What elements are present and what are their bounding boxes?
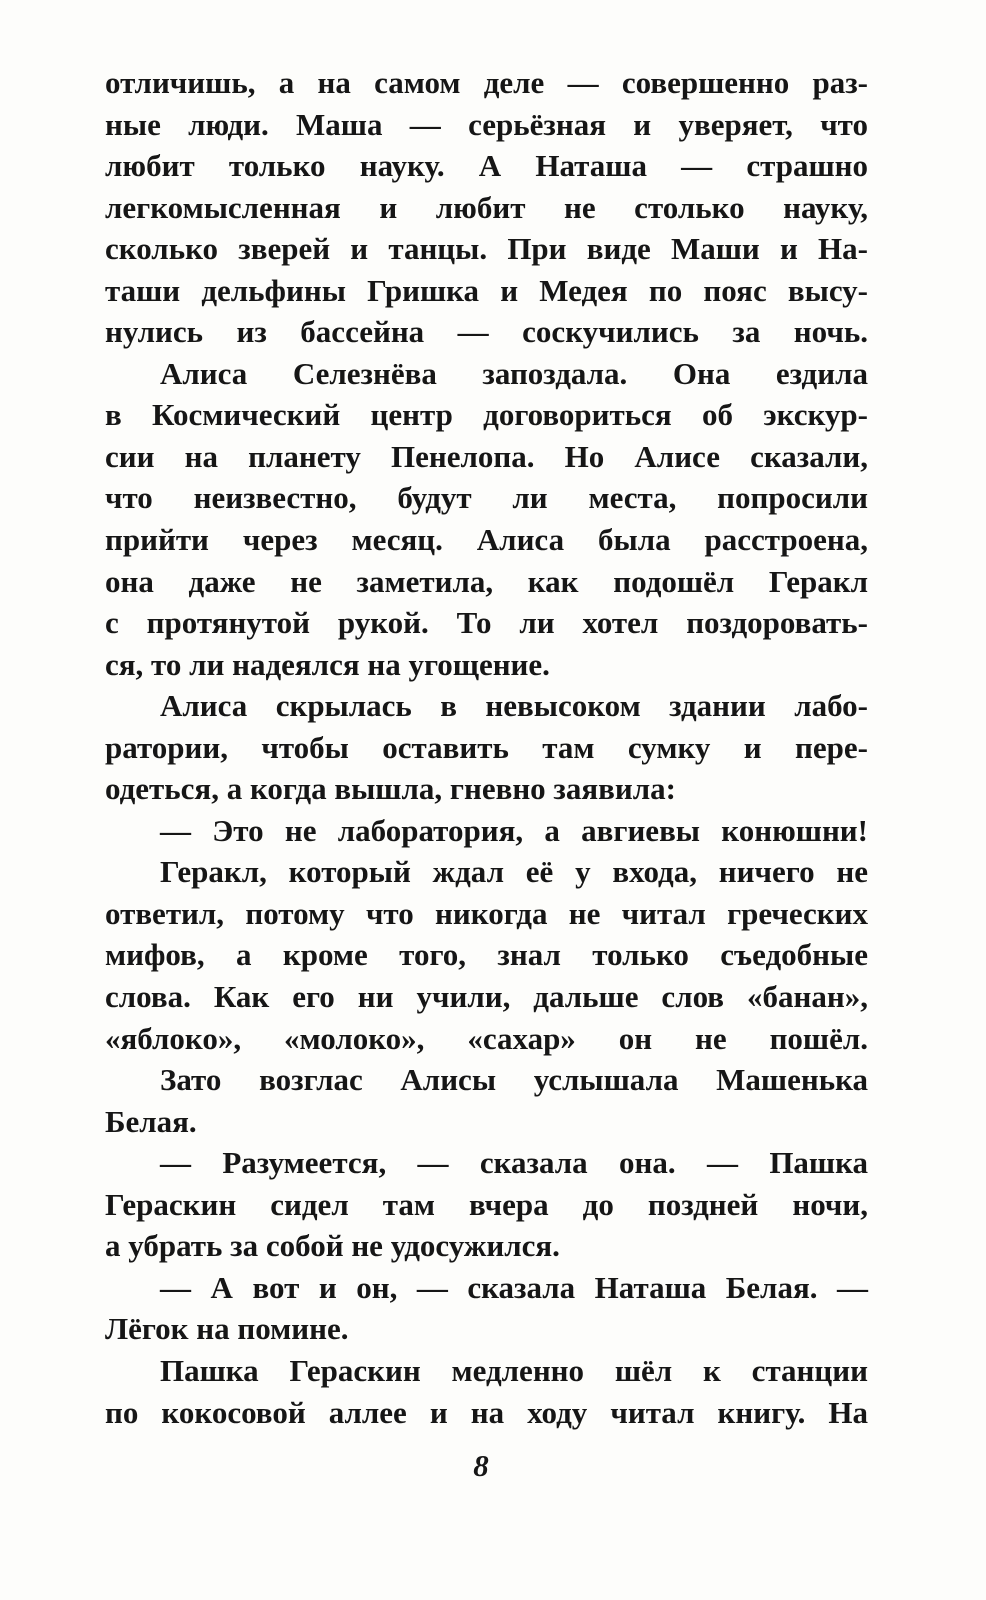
page-number: 8 [473, 1448, 489, 1483]
text-line: «яблоко», «молоко», «сахар» он не пошёл. [105, 1020, 868, 1056]
text-line: Алиса Селезнёва запоздала. Она ездила [160, 355, 868, 391]
text-line: — Это не лаборатория, а авгиевы конюшни! [160, 812, 868, 848]
text-line: сколько зверей и танцы. При виде Маши и На- [105, 231, 868, 267]
text-line: Зато возглас Алисы услышала Машенька [160, 1062, 868, 1098]
text-line: — Разумеется, — сказала она. — Пашка [160, 1145, 868, 1181]
text-line: прийти через месяц. Алиса была расстроена, [105, 522, 868, 558]
text-line: сии на планету Пенелопа. Но Алисе сказали, [105, 438, 868, 474]
text-line: нулись из бассейна — соскучились за ночь. [105, 314, 868, 350]
text-line: Геракл, который ждал её у входа, ничего не [160, 854, 868, 890]
text-line: ные люди. Маша — серьёзная и уверяет, что [105, 106, 868, 142]
text-line: что неизвестно, будут ли места, попросили [105, 480, 868, 516]
text-line: мифов, а кроме того, знал только съедобные [105, 937, 868, 973]
text-line: Алиса скрылась в невысоком здании лабо- [160, 688, 868, 724]
text-line: ратории, чтобы оставить там сумку и пере- [105, 729, 868, 765]
text-line: Гераскин сидел там вчера до поздней ночи, [105, 1186, 868, 1222]
text-line: таши дельфины Гришка и Медея по пояс высу- [105, 272, 868, 308]
text-line: одеться, а когда вышла, гневно заявила: [105, 771, 676, 807]
text-line: ся, то ли надеялся на угощение. [105, 646, 550, 682]
text-line: — А вот и он, — сказала Наташа Белая. — [160, 1269, 868, 1305]
text-line: с протянутой рукой. То ли хотел поздоровать- [105, 605, 868, 641]
text-line: Пашка Гераскин медленно шёл к станции [160, 1352, 868, 1388]
text-line: в Космический центр договориться об экскур- [105, 397, 868, 433]
text-line: она даже не заметила, как подошёл Геракл [105, 563, 868, 599]
text-line: а убрать за собой не удосужился. [105, 1228, 560, 1264]
text-line: Лёгок на помине. [105, 1311, 349, 1347]
text-line: легкомысленная и любит не столько науку, [105, 189, 868, 225]
text-line: любит только науку. А Наташа — страшно [105, 148, 868, 184]
text-line: слова. Как его ни учили, дальше слов «банан», [105, 979, 868, 1015]
page-body-text [105, 62, 868, 1433]
text-line: Белая. [105, 1103, 197, 1139]
text-line: по кокосовой аллее и на ходу читал книгу. На [105, 1394, 868, 1430]
text-line: отличишь, а на самом деле — совершенно раз- [105, 65, 868, 100]
text-line: ответил, потому что никогда не читал греческих [105, 895, 868, 931]
